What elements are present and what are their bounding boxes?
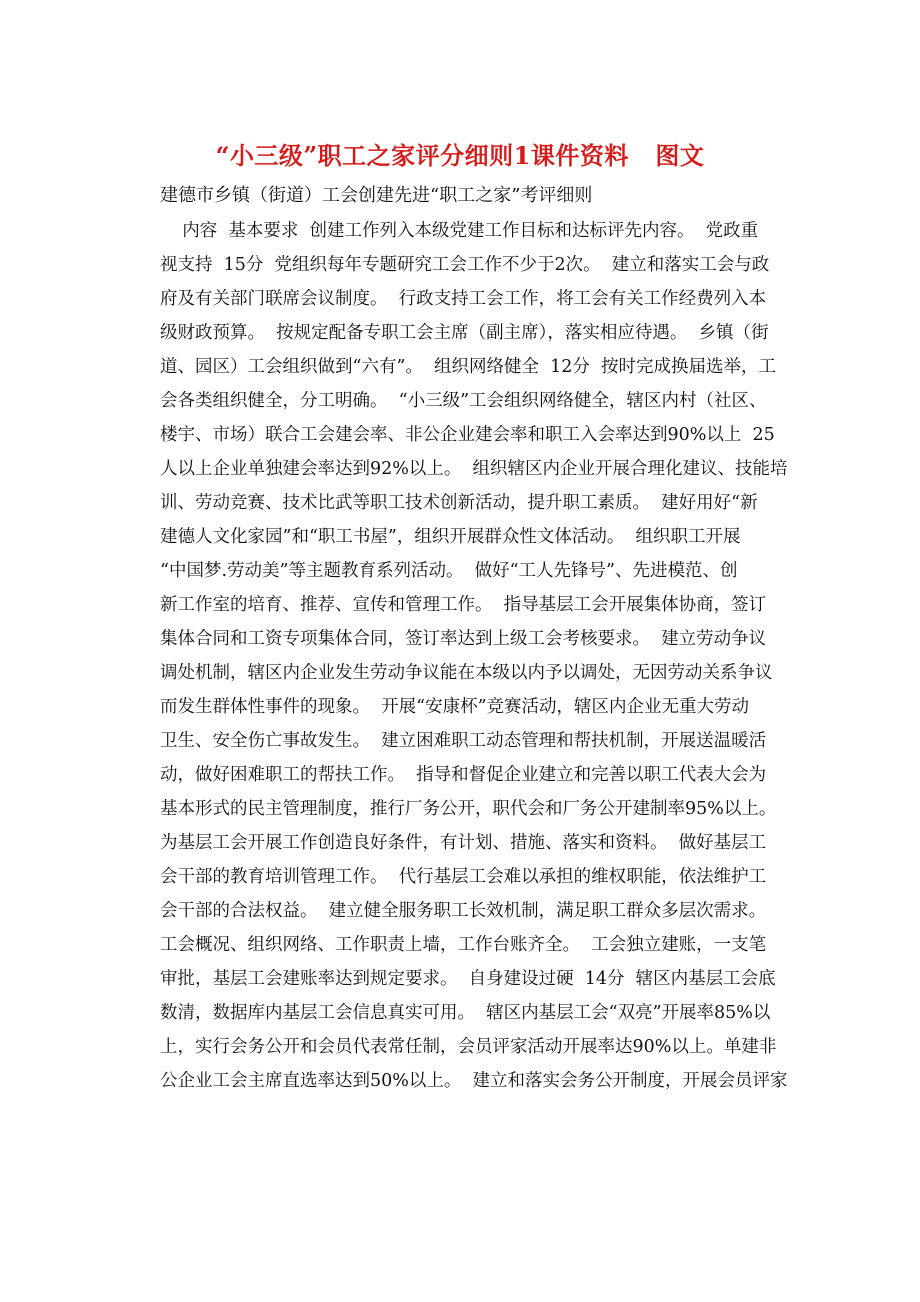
- body-line: 道、园区）工会组织做到“六有”。 组织网络健全 12分 按时完成换届选举，工: [160, 357, 777, 377]
- body-line: 视支持 15分 党组织每年专题研究工会工作不少于2次。 建立和落实工会与政: [160, 255, 770, 275]
- body-line: 会干部的合法权益。 建立健全服务职工长效机制，满足职工群众多层次需求。: [160, 901, 767, 921]
- body-line: 而发生群体性事件的现象。 开展“安康杯”竞赛活动，辖区内企业无重大劳动: [160, 697, 750, 717]
- body-line: “中国梦.劳动美”等主题教育系列活动。 做好“工人先锋号”、先进模范、创: [160, 561, 738, 581]
- body-line: 调处机制，辖区内企业发生劳动争议能在本级以内予以调处，无因劳动关系争议: [160, 663, 773, 683]
- body-line: 卫生、安全伤亡事故发生。 建立困难职工动态管理和帮扶机制，开展送温暖活: [160, 731, 767, 751]
- document-subtitle: 建德市乡镇（街道）工会创建先进“职工之家”考评细则: [160, 185, 593, 206]
- body-line: 上，实行会务公开和会员代表常任制，会员评家活动开展率达90%以上。单建非: [160, 1037, 777, 1057]
- body-line: 审批，基层工会建账率达到规定要求。 自身建设过硬 14分 辖区内基层工会底: [160, 969, 776, 989]
- body-line: 数清，数据库内基层工会信息真实可用。 辖区内基层工会“双亮”开展率85%以: [160, 1003, 771, 1023]
- body-line: 人以上企业单独建会率达到92%以上。 组织辖区内企业开展合理化建议、技能培: [160, 459, 788, 479]
- body-line: 集体合同和工资专项集体合同，签订率达到上级工会考核要求。 建立劳动争议: [160, 629, 767, 649]
- body-line: 基本形式的民主管理制度，推行厂务公开，职代会和厂务公开建制率95%以上。: [160, 799, 777, 819]
- body-line: 会干部的教育培训管理工作。 代行基层工会难以承担的维权职能，依法维护工: [160, 867, 767, 887]
- body-line: 府及有关部门联席会议制度。 行政支持工会工作，将工会有关工作经费列入本: [160, 289, 767, 309]
- document-title: “小三级”职工之家评分细则1课件资料 图文: [215, 141, 705, 170]
- body-line: 为基层工会开展工作创造良好条件，有计划、措施、落实和资料。 做好基层工: [160, 833, 767, 853]
- body-line: 工会概况、组织网络、工作职责上墙，工作台账齐全。 工会独立建账，一支笔: [160, 935, 767, 955]
- body-line: 新工作室的培育、推荐、宣传和管理工作。 指导基层工会开展集体协商，签订: [160, 595, 767, 615]
- body-line: 训、劳动竞赛、技术比武等职工技术创新活动，提升职工素质。 建好用好“新: [160, 493, 758, 513]
- body-line: 公企业工会主席直选率达到50%以上。 建立和落实会务公开制度，开展会员评家: [160, 1071, 788, 1091]
- body-text: [160, 214, 800, 1098]
- body-line: 楼宇、市场）联合工会建会率、非公企业建会率和职工入会率达到90%以上 25: [160, 425, 775, 445]
- body-line: 内容 基本要求 创建工作列入本级党建工作目标和达标评先内容。 党政重: [160, 221, 759, 241]
- body-line: 动，做好困难职工的帮扶工作。 指导和督促企业建立和完善以职工代表大会为: [160, 765, 767, 785]
- body-line: 建德人文化家园”和“职工书屋”，组织开展群众性文体活动。 组织职工开展: [160, 527, 741, 547]
- body-line: 级财政预算。 按规定配备专职工会主席（副主席），落实相应待遇。 乡镇（街: [160, 323, 769, 343]
- body-line: 会各类组织健全，分工明确。 “小三级”工会组织网络健全，辖区内村（社区、: [160, 391, 767, 411]
